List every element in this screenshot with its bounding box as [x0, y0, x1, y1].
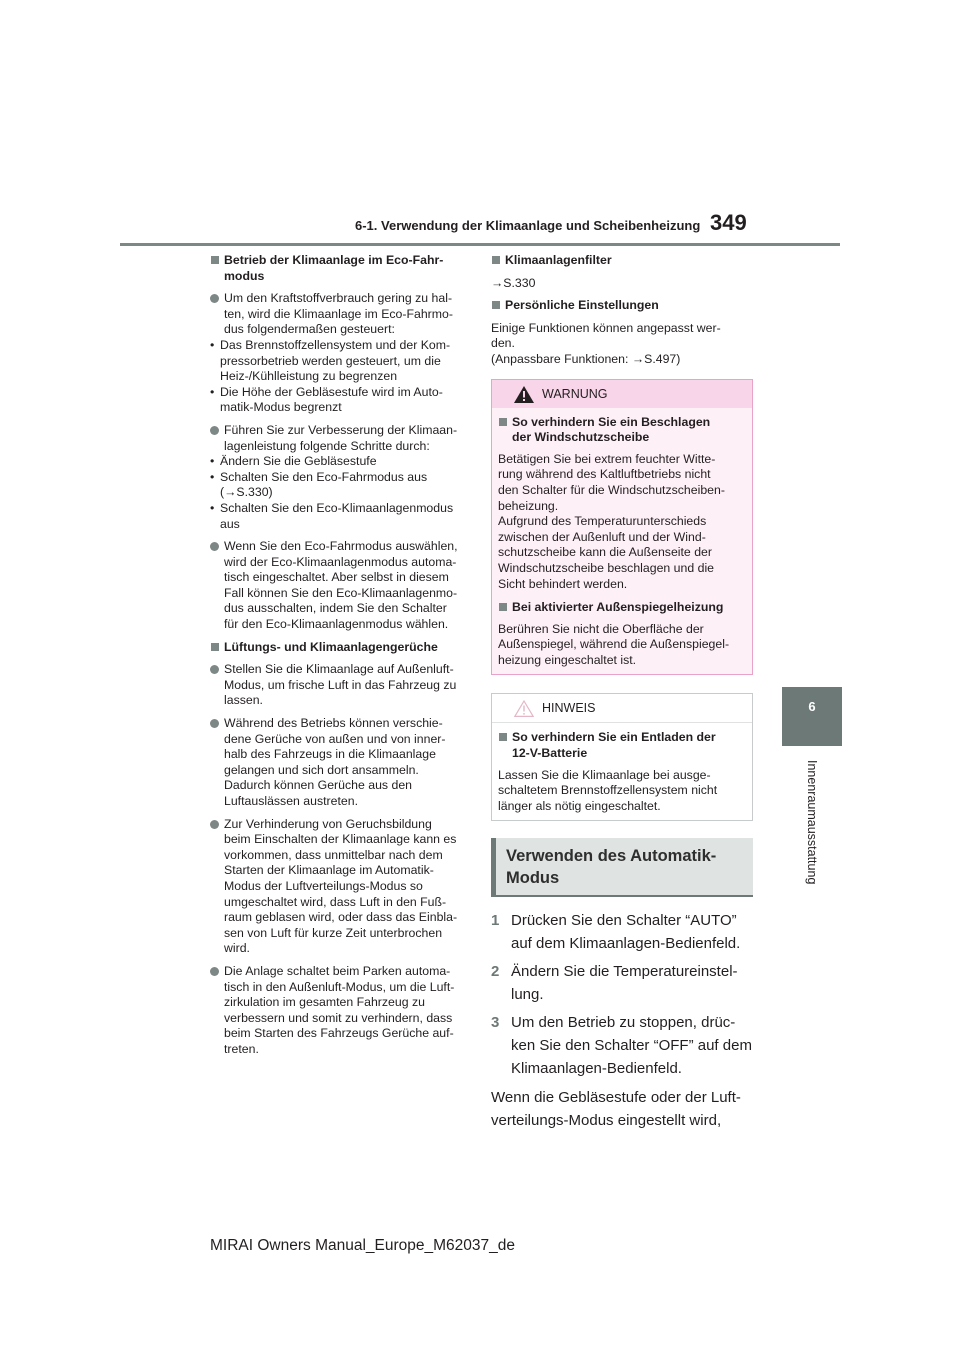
section-square-icon — [499, 603, 507, 611]
section-title: 6-1. Verwendung der Klimaanlage und Scheibenheizung — [355, 218, 701, 233]
auto-mode-heading: Verwenden des Automatik- Modus — [491, 838, 753, 897]
warning-content — [492, 408, 752, 675]
notice-header — [492, 694, 752, 723]
step-item: 3 Um den Betrieb zu stoppen, drüc- ken Sie den Schalter “OFF” auf dem Klimaanlagen-Bedienfeld. — [491, 1011, 753, 1080]
chapter-tab: 6 — [782, 687, 842, 746]
page-reference-link[interactable]: (→S.330) — [220, 485, 273, 500]
section-square-icon — [499, 418, 507, 426]
filter-page-reference[interactable]: →S.330 — [491, 275, 536, 290]
caution-triangle-icon — [514, 700, 534, 717]
right-column — [491, 253, 753, 1132]
sub-item: • Das Brennstoffzellensystem und der Kom- pressorbetrieb werden gesteuert, um die Heiz-/Kühlleistung zu begrenzen — [210, 337, 451, 384]
section-square-icon — [211, 643, 219, 651]
odor-heading: Lüftungs- und Klimaanlagengerüche — [210, 640, 468, 656]
bullet-item: Wenn Sie den Eco-Fahrmodus auswählen, wird der Eco-Klimaanlagenmodus automa- tisch eingeschaltet. Aber selbst in diesem Fall können Sie den Eco-Klimaanlagenmo- dus ausschalten, indem Sie den Schalter für den Eco-Klimaanlagenmodus wählen. — [210, 539, 468, 633]
manual-footer: MIRAI Owners Manual_Europe_M62037_de — [210, 1237, 516, 1254]
warning-text: Berühren Sie nicht die Oberfläche der Außenspiegel, während die Außenspiegel- heizung eingeschaltet ist. — [498, 621, 730, 667]
warning-label: WARNUNG — [542, 386, 608, 401]
bullet-dot-icon — [210, 542, 219, 551]
bullet-item: Führen Sie zur Verbesserung der Klimaan- lagenleistung folgende Schritte durch: • Ändern Sie die Gebläsestufe • Schalten Sie den Eco-Fahrmodus aus (→S.330) • Schalten Sie den Eco-Klimaanlagenmodus aus — [210, 423, 468, 532]
chapter-title: Innenraumausstattung — [805, 760, 819, 885]
custom-functions-reference[interactable]: (Anpassbare Funktionen: →S.497) — [491, 351, 681, 366]
notice-box — [491, 693, 753, 821]
section-square-icon — [499, 733, 507, 741]
warning-heading: So verhindern Sie ein Beschlagen der Windschutzscheibe — [498, 415, 746, 446]
step-number: 2 — [491, 963, 500, 981]
notice-text: Lassen Sie die Klimaanlage bei ausge- schaltetem Brennstoffzellensystem nicht länger als nötig eingeschaltet. — [498, 767, 718, 813]
sub-item: • Ändern Sie die Gebläsestufe — [210, 454, 377, 469]
bullet-dot-icon — [210, 820, 219, 829]
warning-box — [491, 379, 753, 676]
warning-heading: Bei aktivierter Außenspiegelheizung — [498, 600, 746, 616]
bullet-item: Die Anlage schaltet beim Parken automa- tisch in den Außenluft-Modus, um die Luft- zirkulation im gesamten Fahrzeug zu verbessern und somit zu verhindern, dass beim Starten des Fahrzeugs Gerüche auf- treten. — [210, 964, 468, 1058]
closing-paragraph: Wenn die Gebläsestufe oder der Luft- verteilungs-Modus eingestellt wird, — [491, 1089, 741, 1130]
sub-item: • Die Höhe der Gebläsestufe wird im Auto- matik-Modus begrenzt — [210, 384, 443, 415]
bullet-item: Zur Verhinderung von Geruchsbildung beim Einschalten der Klimaanlage kann es vorkommen, dass unmittelbar nach dem Starten der Klimaanlage im Automatik- Modus der Luftverteilungs-Modus so umgeschaltet wird, dass Luft in den Fuß- raum geblasen wird, oder dass das Einbla- sen von Luft für kurze Zeit unterbrochen wird. — [210, 817, 468, 957]
sub-item: • Schalten Sie den Eco-Fahrmodus aus (→S.330) — [210, 469, 428, 500]
notice-label: HINWEIS — [542, 701, 596, 716]
notice-content — [492, 723, 752, 820]
section-square-icon — [492, 301, 500, 309]
bullet-dot-icon — [210, 426, 219, 435]
section-square-icon — [492, 256, 500, 264]
personal-settings-heading: Persönliche Einstellungen — [491, 298, 753, 314]
filter-heading: Klimaanlagenfilter — [491, 253, 753, 269]
bullet-dot-icon — [210, 665, 219, 674]
eco-mode-heading: Betrieb der Klimaanlage im Eco-Fahr- modus — [210, 253, 468, 284]
warning-triangle-icon — [514, 386, 534, 403]
bullet-item: Stellen Sie die Klimaanlage auf Außenluft- Modus, um frische Luft in das Fahrzeug zu lassen. — [210, 662, 468, 709]
personal-settings-text: Einige Funktionen können angepasst wer- den. (Anpassbare Funktionen: →S.497) — [491, 320, 721, 366]
bullet-dot-icon — [210, 719, 219, 728]
bullet-item: Während des Betriebs können verschie- dene Gerüche von außen und von inner- halb des Fahrzeugs in die Klimaanlage gelangen und sich dort ansammeln. Dadurch können Gerüche aus den Luftauslässen austreten. — [210, 716, 468, 810]
warning-header — [492, 380, 752, 408]
bullet-dot-icon — [210, 967, 219, 976]
warning-text: Betätigen Sie bei extrem feuchter Witte- rung während des Kaltluftbetriebs nicht den Schalter für die Windschutzscheiben- beheizung. Aufgrund des Temperaturunterschieds zwischen der Außenluft und der Wind- schutzscheibe kann die Außenseite der Windschutzscheibe beschlagen und die Sicht behindert werden. — [498, 451, 725, 591]
bullet-dot-icon — [210, 294, 219, 303]
section-square-icon — [211, 256, 219, 264]
chapter-title-vertical — [783, 760, 841, 920]
step-number: 3 — [491, 1014, 500, 1032]
step-item: 1 Drücken Sie den Schalter “AUTO” auf dem Klimaanlagen-Bedienfeld. — [491, 909, 753, 955]
header-divider — [120, 243, 840, 246]
page-number: 349 — [710, 210, 747, 235]
bullet-item: Um den Kraftstoffverbrauch gering zu hal- ten, wird die Klimaanlage im Eco-Fahrmo- dus folgendermaßen gesteuert: • Das Brennstoffzellensystem und der Kom- pressorbetrieb werden gesteuert, um die Heiz-/Kühlleistung zu begrenzen • Die Höhe der Gebläsestufe wird im Auto- matik-Modus begrenzt — [210, 291, 468, 416]
step-item: 2 Ändern Sie die Temperatureinstel- lung. — [491, 960, 753, 1006]
step-number: 1 — [491, 912, 500, 930]
sub-item: • Schalten Sie den Eco-Klimaanlagenmodus aus — [210, 500, 454, 531]
notice-heading: So verhindern Sie ein Entladen der 12-V-Batterie — [498, 730, 746, 761]
left-column — [210, 253, 468, 1065]
